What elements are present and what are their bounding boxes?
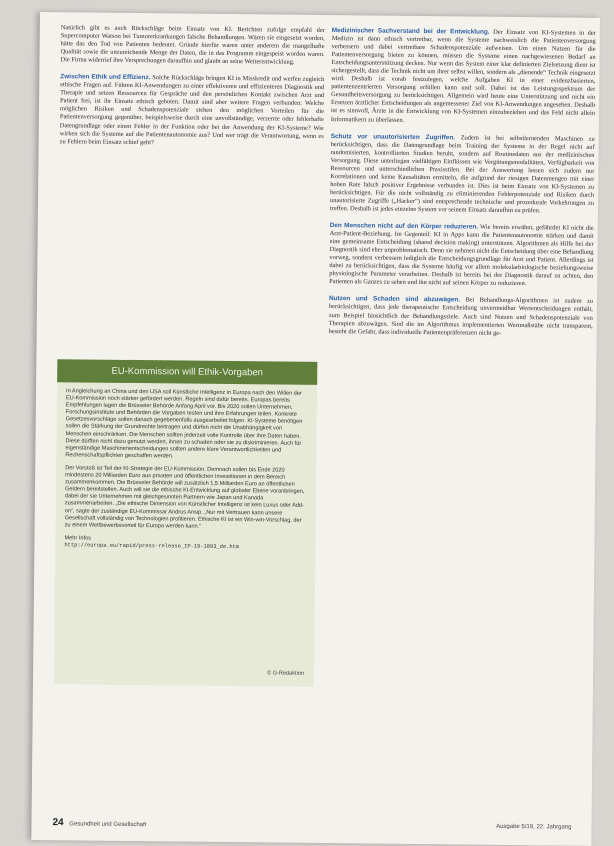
subheading: Zwischen Ethik und Effizienz.: [60, 73, 151, 82]
page-footer: [52, 817, 571, 833]
right-column: [329, 27, 596, 347]
paragraph-text: Wie bereits erwähnt, gefährdet KI nicht die Arzt-Patient-Beziehung. Im Gegenteil: KI in Apps kann die Patientenautonomie stärken und damit eine gemeinsame Entscheidung (shared decision making) unterstützen. Algorithmen als Hilfe bei der Diagnostik sind eher unproblematisch. Denn sie nehmen nicht die Entscheidung über eine Behandlung vorweg, sondern verbessern lediglich die Entscheidungsgrundlage für Arzt und Patient. Allerdings ist dabei zu berücksichtigen, dass die Systeme häufig vor allem molekularbiologische beziehungsweise physiologische Parameter verarbeiten. Deshalb ist bereits bei der Diagnostik darauf zu achten, den Patienten als Ganzes zu sehen und ihn nicht auf seinen Körper zu reduzieren.: [329, 223, 594, 288]
footer-issue: Ausgabe 5/19, 22. Jahrgang: [496, 823, 572, 831]
magazine-page: [31, 12, 600, 846]
paragraph-text: Solche Rückschläge bringen KI in Misskredit und werfen zugleich ethische Fragen auf. Führen KI-Anwendungen zu einer effektiveren und effizienteren Diagnostik und Therapie und setzen Ressourcen für Gespräche und den persönlichen Kontakt zwischen Arzt und Patient frei, ist ihr Einsatz ethisch geboten. Damit sind aber weitere Fragen verbunden: Welche möglichen Risiken und Schadenspotenziale stehen den möglichen Vorteilen für die Patientenversorgung gegenüber, beispielsweise durch eine unvollständige, verzerrte oder fehlerhafte Datengrundlage oder einen Fehler in der Funktion oder bei der Anwendung der KI-Systeme? Wie wirken sich die Systeme auf die Patientenautonomie aus? Und wer trägt die Verantwortung, wenn es zu Fehlern beim Einsatz schief geht?: [59, 74, 325, 146]
paragraph-text: Der Einsatz von KI-Systemen in der Medizin ist dann ethisch vertretbar, wenn die Systeme nachweislich die Patientenversorgung verbessern und dabei vertretbare Schadenspotenziale aufweisen. Um einen Nutzen für die Patientenversorgung bieten zu können, müssen die Systeme einen nachgewiesenen Bedarf an Entscheidungsunterstützung decken. Nur wenn das System einer klar definierten Zielsetzung dient ist sichergestellt, dass die Technik nicht um ihrer selbst willen, sondern als „dienende“ Technik eingesetzt wird. Deshalb ist vorab festzulegen, welche Aufgaben KI in einer evidenzbasierten, patientenzentrierten Versorgung erfüllen kann und soll. Dabei ist das Leistungsspektrum der Gesundheitsversorgung zu berücksichtigen. Allgemein wird heute eine Unterstützung und nicht ein Ersetzen ärztlicher Entscheidungen als angemessener Ziel von KI-Anwendungen angesehen. Deshalb ist es sinnvoll, Ärzte in die Entwicklung von KI-Systemen einzubeziehen und das Feld nicht allein Informatikern zu überlassen.: [330, 28, 596, 124]
info-box: [54, 359, 317, 687]
subheading: Schutz vor unautorisierten Zugriffen.: [330, 132, 456, 141]
info-box-title: EU-Kommission will Ethik-Vorgaben: [57, 359, 317, 385]
more-info-link[interactable]: http://europa.eu/rapid/press-release_IP-19-1893_de.htm: [64, 542, 240, 550]
paragraph: [331, 27, 596, 126]
subheading: Medizinischer Sachverstand bei der Entwicklung.: [331, 27, 490, 36]
footer-section: Gesundheit und Gesellschaft: [69, 821, 147, 829]
info-box-paragraph: In Angleichung an China und den USA soll Künstliche Intelligenz in Europa nach den Willen der EU-Kommission noch stärker gefördert werden. Regeln sind dafür bereits. Europas bereits Empfehlungen lagen die Brüsseler Behörde Anfang April vor. Bis 2020 sollen Unternehmen, Forschungsinstitute und Behörden die Vorgaben testen und ihre Erfahrungen teilen. Konkrete Gesetzesvorschläge sollen danach gegebenenfalls ausgearbeitet folgen. KI-Systeme benötigen sollen die Stärkung der Grundrechte beitragen und dürfen nicht die Unabhängigkeit von Menschen einschränken. Die Menschen sollten jederzeit volle Kontrolle über ihre Daten haben. Diese dürften nicht dazu genutzt werden, ihnen zu schaden oder sie zu diskriminieren. Auch für eigenständige Maschinenentscheidungen sollten andere klare Verantwortlichkeiten und Rechenschaftspflichten geschaffen werden.: [65, 388, 303, 460]
paragraph-text: Zudem ist bei selbstlernenden Maschinen zu berücksichtigen, dass die Datengrundlage beim Training der Systeme in der Regel nicht auf randomisierten, kontrollierten Studien beruht, sondern auf Routinedaten aus der medizinischen Versorgung. Diese unterliegen vielfältigen Einflüssen wie Vergütungsmodalitäten, Verfügbarkeit von Ressourcen und unterschiedlichen Praxisstilen. Bei der Auswertung lassen sich zudem nur Korrelationen und keine Kausalitäten ermitteln, die aufgrund der riesigen Datenmengen mit einer hohen Rate falsch positiver Ergebnisse verbunden ist. Dies ist beim Einsatz von KI-Systemen zu berücksichtigen. Für die nicht vollständig zu eliminierenden Fehlerpotenziale und Risiken durch unautorisierte Zugriffe („Hacker“) sind entsprechende technische und prozedurale Vorkehrungen zu treffen. Deshalb ist jedes einzelne System vor seinem Einsatz daraufhin zu prüfen.: [329, 133, 595, 215]
more-info-label: Mehr Infos: [64, 535, 91, 542]
paragraph-text: Bei Behandlungs-Algorithmen ist zudem zu berücksichtigen, dass jede therapeutische Entscheidung unvermeidbar Wertentscheidungen enthält, zum Beispiel hinsichtlich der Behandlungsziele. Auch sind Nutzen und Schadenspotenziale von Therapien abzuwägen. Sind die im Algorithmus implementierten Wertmaßstäbe nicht transparent, besteht die Gefahr, dass individuelle Patientenpräferenzen nicht ge-: [328, 296, 594, 337]
paragraph: Natürlich gibt es auch Rückschläge beim Einsatz von KI. Berichten zufolge empfahl der Supercomputer Watson bei Tumorerkrankungen falsche Behandlungen. Wären sie eingesetzt worden, hätte das den Tod von Patienten bedeutet. Gründe hierfür waren unter anderem die mangelhafte Qualität sowie die unzureichende Menge der Daten, die in das Programm eingespeist worden waren. Die Firma widerrief ihre Versprechungen daraufhin und glaubt an seine Weiterentwicklung.: [60, 24, 325, 66]
paragraph: [60, 73, 325, 148]
subheading: Den Menschen nicht auf den Körper reduzieren.: [329, 222, 479, 231]
paragraph: [329, 222, 594, 289]
subheading: Nutzen und Schaden sind abzuwägen.: [328, 295, 461, 304]
left-column: [60, 24, 325, 157]
info-box-credit: © G-Redaktion: [266, 670, 305, 677]
paragraph: [330, 133, 595, 216]
info-box-body: [55, 382, 317, 552]
info-box-paragraph: Der Vorstoß ist Teil der KI-Strategie der EU-Kommission. Demnach sollen bis Ende 2020 mindestens 20 Milliarden Euro aus privaten und öffentlichen Investitionen in dem Bereich zusammenkommen. Die Brüsseler Behörde will zusätzlich 1,5 Milliarden Euro an öffentlichen Geldern bereitstellen. Auch will sie die ethische KI-Entwicklung auf globaler Ebene voranbringen, dabei der sie Unternehmen mit gleichgesinnten Partnern wie Japan und Kanada zusammenarbeiten. „Die ethische Dimension von Künstlicher Intelligenz ist kein Luxus oder Add-on“, sagte der zuständige EU-Kommissar Andrus Ansip. „Nur mit Vertrauen kann unsere Gesellschaft vollständig von Technologien profitieren. Ethische KI ist ein Win-win-Vorschlag, der zu einem Wettbewerbsvorteil für Europa werden kann.“: [64, 465, 305, 530]
page-number: 24: [52, 817, 64, 829]
paragraph: [329, 295, 593, 338]
